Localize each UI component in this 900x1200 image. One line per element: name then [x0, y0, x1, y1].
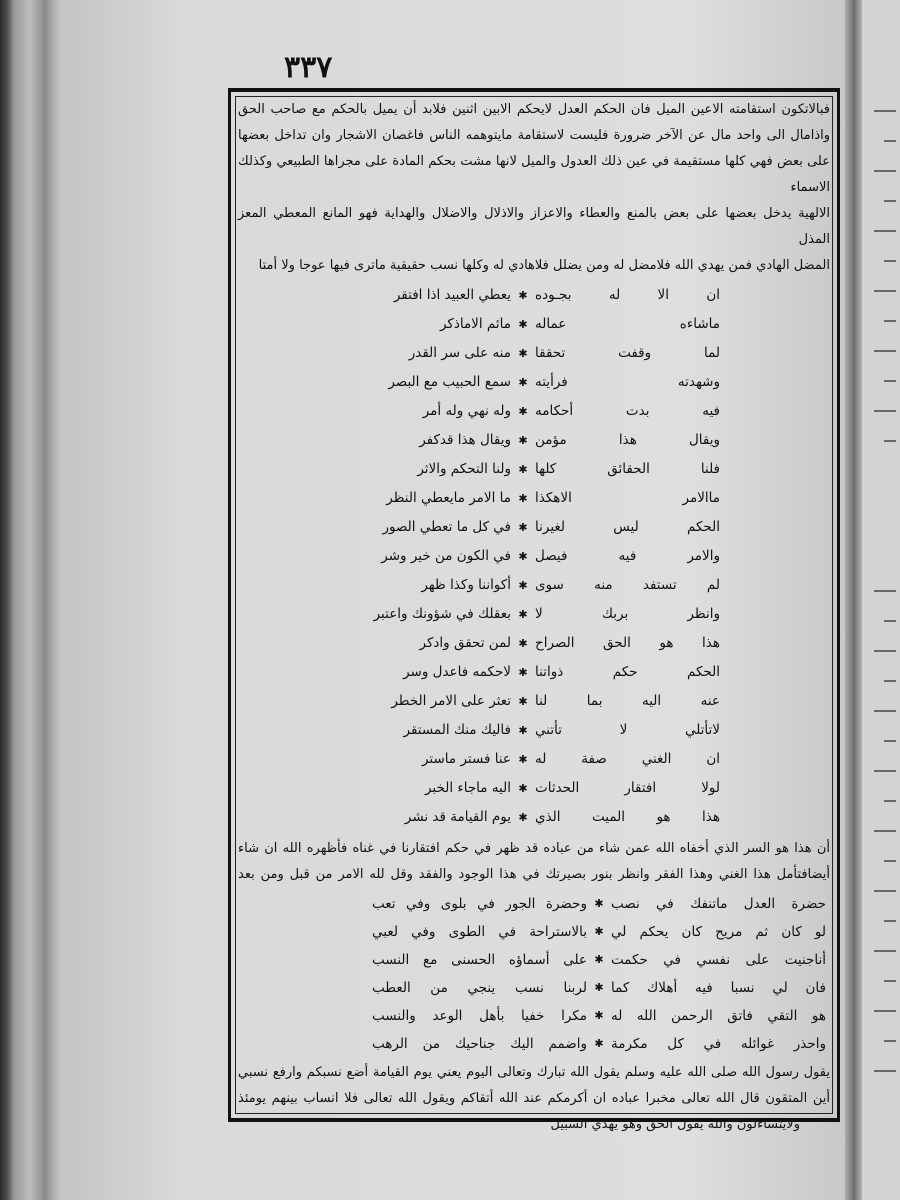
verse-separator-star: ✱: [594, 1037, 604, 1050]
first-hemistich: فيه بدت أحكامه: [535, 403, 720, 419]
first-hemistich: أناجنيت على نفسي في حكمت: [611, 952, 826, 968]
adjacent-page-text-fragment: [874, 770, 896, 772]
second-hemistich: ولنا التحكم والاثر: [417, 461, 511, 477]
first-hemistich: عنه اليه بما لنا: [535, 693, 720, 709]
adjacent-page-text-fragment: [884, 920, 896, 922]
verse-line: [238, 455, 830, 484]
first-hemistich: الحكم ليس لغيرنا: [535, 519, 720, 535]
verse-separator-star: ✱: [594, 953, 604, 966]
page-number: ٣٣٧: [284, 50, 333, 85]
text-line: فبالاتكون استقامته الاعين الميل فان الحكم العدل لايحكم الابين اثنين فلابد أن يميل بالحكم مع صاحب الحق: [238, 102, 830, 117]
text-line: الالهية يدخل بعضها على بعض بالمنع والعطاء والاعزاز والاذلال والاضلال والهداية فهو المانع المعطي المعز المذل: [238, 206, 830, 247]
verse-line: [238, 542, 830, 571]
adjacent-page-text-fragment: [884, 740, 896, 742]
first-hemistich: هذا هو الميت الذي: [535, 809, 720, 825]
adjacent-page-text-fragment: [884, 620, 896, 622]
second-hemistich: لمن تحقق وادكر: [419, 635, 511, 651]
verse-separator-star: ✱: [518, 376, 528, 389]
adjacent-page-text-fragment: [884, 260, 896, 262]
second-hemistich: ويقال هذا قدكفر: [419, 432, 511, 448]
text-line: واذامال الى واحد مال عن الآخر ضرورة فليست لاستقامة مايتوهمه الناس فاغصان الاشجار وان تداخل بعضها: [238, 128, 830, 143]
verse-separator-star: ✱: [518, 521, 528, 534]
adjacent-page-text-fragment: [884, 1040, 896, 1042]
first-hemistich: فان لي نسبا فيه أهلاك كما: [611, 980, 826, 996]
first-hemistich: لولا افتقار الحدثات: [535, 780, 720, 796]
verse-line: [238, 513, 830, 542]
second-hemistich: يعطي العبيد اذا افتقر: [393, 287, 511, 303]
second-hemistich: في الكون من خير وشر: [381, 548, 511, 564]
verse-separator-star: ✱: [594, 981, 604, 994]
first-hemistich: ويقال هذا مؤمن: [535, 432, 720, 448]
verse-separator-star: ✱: [518, 724, 528, 737]
verse-separator-star: ✱: [518, 637, 528, 650]
second-hemistich: لاحكمه فاعدل وسر: [403, 664, 511, 680]
first-hemistich: ماشاءه عماله: [535, 316, 720, 332]
verse-line: [238, 571, 830, 600]
second-hemistich: فاليك منك المستقر: [403, 722, 511, 738]
verse-line: [238, 745, 830, 774]
first-hemistich: والامر فيه فيصل: [535, 548, 720, 564]
second-hemistich: بعقلك في شؤونك واعتبر: [373, 606, 511, 622]
verse-separator-star: ✱: [518, 289, 528, 302]
text-line: ولايتساءلون والله يقول الحق وهو يهدي السبيل: [550, 1117, 800, 1132]
first-hemistich: لما وقفت تحققا: [535, 345, 720, 361]
verse-separator-star: ✱: [594, 1009, 604, 1022]
adjacent-page-text-fragment: [884, 860, 896, 862]
adjacent-page-text-fragment: [884, 980, 896, 982]
verse-line: [238, 918, 830, 946]
second-hemistich: منه على سر القدر: [408, 345, 511, 361]
adjacent-page-text-fragment: [884, 320, 896, 322]
adjacent-page-text-fragment: [874, 650, 896, 652]
verse-separator-star: ✱: [518, 666, 528, 679]
verse-line: [238, 1030, 830, 1058]
adjacent-page-text-fragment: [874, 590, 896, 592]
adjacent-page-text-fragment: [874, 170, 896, 172]
second-hemistich: في كل ما تعطي الصور: [382, 519, 511, 535]
first-hemistich: لم تستفد منه سوى: [535, 577, 720, 593]
verse-separator-star: ✱: [594, 897, 604, 910]
first-hemistich: هو التقي فاتق الرحمن الله له: [611, 1008, 826, 1024]
second-hemistich: واضمم اليك جناحيك من الرهب: [372, 1036, 587, 1052]
verse-line: [238, 658, 830, 687]
adjacent-page-text-fragment: [874, 950, 896, 952]
verse-line: [238, 397, 830, 426]
poem-2: [238, 890, 830, 1058]
verse-separator-star: ✱: [518, 434, 528, 447]
first-hemistich: وشهدته فرأيته: [535, 374, 720, 390]
verse-separator-star: ✱: [518, 405, 528, 418]
verse-separator-star: ✱: [594, 925, 604, 938]
adjacent-page-text-fragment: [874, 290, 896, 292]
verse-separator-star: ✱: [518, 492, 528, 505]
page-text-column: [238, 97, 830, 1138]
verse-line: [238, 687, 830, 716]
adjacent-page-text-fragment: [884, 380, 896, 382]
verse-line: [238, 629, 830, 658]
verse-line: [238, 310, 830, 339]
adjacent-page-text-fragment: [884, 140, 896, 142]
verse-separator-star: ✱: [518, 753, 528, 766]
verse-line: [238, 600, 830, 629]
second-hemistich: مكرا خفيا بأهل الوعد والنسب: [372, 1008, 587, 1024]
verse-line: [238, 946, 830, 974]
second-hemistich: وحضرة الجور في بلوى وفي تعب: [372, 896, 587, 912]
first-hemistich: لو كان ثم مريح كان يحكم لي: [611, 924, 826, 940]
verse-line: [238, 716, 830, 745]
verse-separator-star: ✱: [518, 463, 528, 476]
first-hemistich: وانظر بربك لا: [535, 606, 720, 622]
first-hemistich: هذا هو الحق الصراح: [535, 635, 720, 651]
verse-separator-star: ✱: [518, 550, 528, 563]
first-hemistich: الحكم حكم ذواتنا: [535, 664, 720, 680]
verse-line: [238, 890, 830, 918]
verse-separator-star: ✱: [518, 579, 528, 592]
second-hemistich: لربنا نسب ينجي من العطب: [372, 980, 587, 996]
verse-line: [238, 339, 830, 368]
adjacent-page-edge: [862, 0, 900, 1200]
book-gutter: [845, 0, 863, 1200]
verse-separator-star: ✱: [518, 608, 528, 621]
poem-1: [238, 281, 830, 832]
second-hemistich: عنا فستر ماستر: [421, 751, 511, 767]
text-line: على بعض فهي كلها مستقيمة في عين ذلك العدول والميل لانها مشت بحكم المادة على مجراها الطبيعي وكذلك الاسماء: [238, 154, 830, 195]
verse-line: [238, 803, 830, 832]
adjacent-page-text-fragment: [884, 440, 896, 442]
verse-separator-star: ✱: [518, 347, 528, 360]
text-line: أيضافتأمل هذا الغني وهذا الفقر وانظر بنور بصيرتك في هذا الوجود والفقد وقل لله الامر من قبل ومن بعد: [238, 867, 830, 882]
second-hemistich: بالاستراحة في الطوى وفي لعبي: [372, 924, 587, 940]
adjacent-page-text-fragment: [874, 110, 896, 112]
text-line: المضل الهادي فمن يهدي الله فلامضل له ومن يضلل فلاهادي له وكلها نسب حقيقية ماترى فيها عوجا ولا أمتا: [258, 258, 830, 273]
second-hemistich: أكواننا وكذا ظهر: [421, 577, 511, 593]
adjacent-page-text-fragment: [874, 410, 896, 412]
verse-line: [238, 974, 830, 1002]
adjacent-page-text-fragment: [874, 230, 896, 232]
book-spine-edge: [0, 0, 62, 1200]
adjacent-page-text-fragment: [874, 710, 896, 712]
adjacent-page-text-fragment: [874, 1010, 896, 1012]
closing-paragraph: [238, 1060, 830, 1138]
second-hemistich: على أسماؤه الحسنى مع النسب: [372, 952, 587, 968]
first-hemistich: حضرة العدل ماتنفك في نصب: [611, 896, 826, 912]
text-line: أن هذا هو السر الذي أخفاه الله عمن شاء من عباده قد ظهر في حكم افتقارنا في غناه فأظهره الله ان شاء: [238, 841, 830, 856]
first-hemistich: لاتأتلي لا تأتني: [535, 722, 720, 738]
second-hemistich: وله نهي وله أمر: [422, 403, 511, 419]
adjacent-page-text-fragment: [884, 800, 896, 802]
first-hemistich: واحذر غوائله في كل مكرمة: [611, 1036, 826, 1052]
adjacent-page-text-fragment: [874, 890, 896, 892]
text-line: يقول رسول الله صلى الله عليه وسلم يقول الله تبارك وتعالى اليوم يعني يوم القيامة أضع نسبكم وارفع نسبي: [238, 1065, 830, 1080]
adjacent-page-text-fragment: [874, 350, 896, 352]
second-hemistich: مائم الاماذكر: [439, 316, 511, 332]
verse-separator-star: ✱: [518, 782, 528, 795]
text-line: أين المتقون قال الله تعالى مخبرا عباده ان أكرمكم عند الله أتقاكم ويقول الله تعالى فلا انساب بينهم يومئذ: [238, 1091, 830, 1106]
adjacent-page-text-fragment: [884, 200, 896, 202]
second-hemistich: يوم القيامة قد نشر: [404, 809, 511, 825]
adjacent-page-text-fragment: [874, 1070, 896, 1072]
verse-separator-star: ✱: [518, 318, 528, 331]
middle-paragraph: [238, 836, 830, 888]
verse-separator-star: ✱: [518, 695, 528, 708]
adjacent-page-text-fragment: [874, 830, 896, 832]
first-hemistich: ان الا له بجـوده: [535, 287, 720, 303]
verse-line: [238, 1002, 830, 1030]
verse-line: [238, 368, 830, 397]
verse-separator-star: ✱: [518, 811, 528, 824]
first-hemistich: فلنا الحقائق كلها: [535, 461, 720, 477]
first-hemistich: ماالامر الاهكذا: [535, 490, 720, 506]
intro-paragraph: [238, 97, 830, 279]
second-hemistich: ما الامر مايعطي النظر: [386, 490, 511, 506]
first-hemistich: ان الغني صفة له: [535, 751, 720, 767]
verse-line: [238, 426, 830, 455]
verse-line: [238, 774, 830, 803]
second-hemistich: اليه ماجاء الخبر: [424, 780, 511, 796]
verse-line: [238, 281, 830, 310]
verse-line: [238, 484, 830, 513]
adjacent-page-text-fragment: [884, 680, 896, 682]
second-hemistich: تعثر على الامر الخطر: [391, 693, 511, 709]
second-hemistich: سمع الحبيب مع البصر: [388, 374, 511, 390]
